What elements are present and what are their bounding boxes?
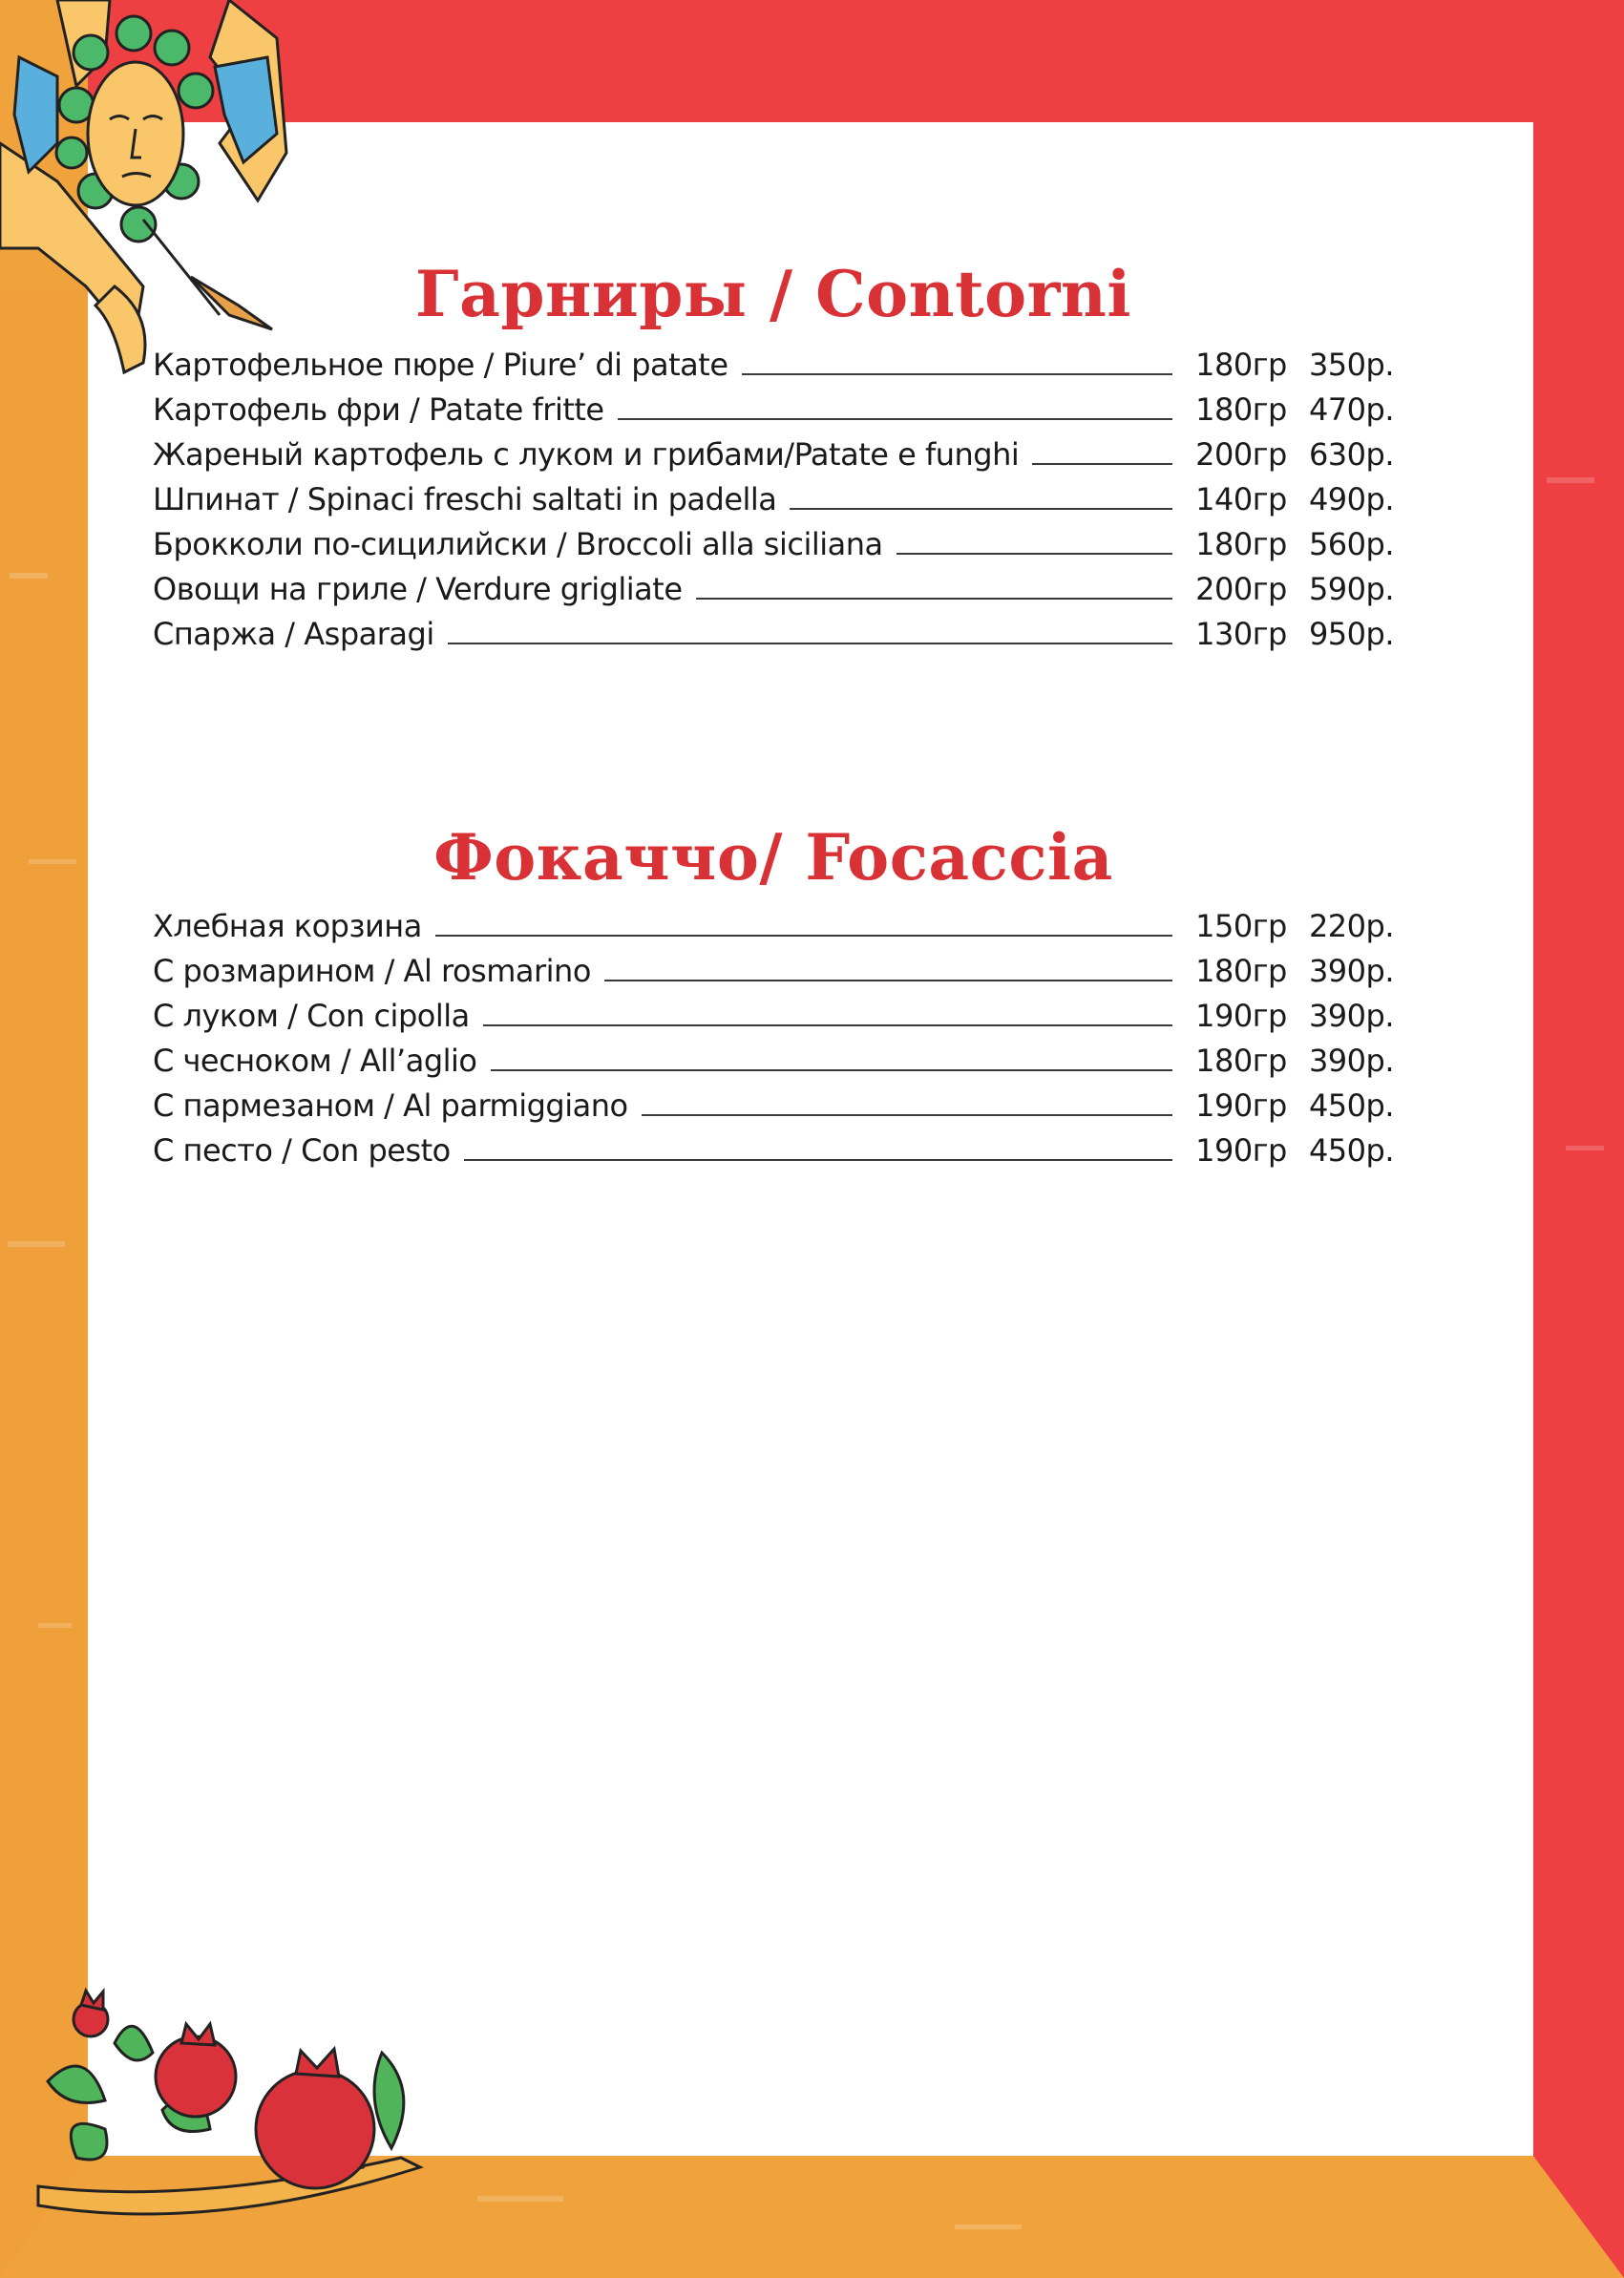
- item-price: 390р.: [1308, 1043, 1394, 1079]
- item-weight: 180гр: [1195, 347, 1287, 383]
- dotted-leader: [491, 1069, 1173, 1071]
- dotted-leader: [742, 373, 1173, 375]
- item-name: Картофельное пюре / Piure’ di patate: [153, 347, 728, 383]
- item-name: Овощи на гриле / Verdure grigliate: [153, 571, 683, 607]
- item-name: Спаржа / Asparagi: [153, 616, 434, 652]
- menu-section-focaccia: [153, 816, 1394, 1170]
- menu-item: [153, 384, 1394, 429]
- dotted-leader: [483, 1024, 1172, 1026]
- menu-item: [153, 474, 1394, 518]
- dotted-leader: [696, 598, 1172, 600]
- item-weight: 190гр: [1195, 1132, 1287, 1169]
- item-price: 560р.: [1308, 526, 1394, 562]
- menu-item-list: [153, 339, 1394, 653]
- section-title: Фокаччо/ Focaccia: [433, 820, 1113, 895]
- item-price: 630р.: [1308, 436, 1394, 473]
- dotted-leader: [604, 980, 1172, 981]
- menu-item: [153, 339, 1394, 384]
- item-price: 590р.: [1308, 571, 1394, 607]
- item-weight: 190гр: [1195, 1087, 1287, 1124]
- item-weight: 130гр: [1195, 616, 1287, 652]
- dotted-leader: [448, 643, 1172, 644]
- dotted-leader: [618, 418, 1172, 420]
- menu-section-contorni: [153, 253, 1394, 653]
- item-weight: 190гр: [1195, 998, 1287, 1034]
- item-weight: 150гр: [1195, 908, 1287, 944]
- menu-item: [153, 518, 1394, 563]
- item-name: Хлебная корзина: [153, 908, 422, 944]
- dotted-leader: [1032, 463, 1172, 465]
- item-name: Брокколи по-сицилийски / Broccoli alla siciliana: [153, 526, 883, 562]
- item-price: 220р.: [1308, 908, 1394, 944]
- menu-item: [153, 945, 1394, 990]
- dotted-leader: [896, 553, 1172, 555]
- item-price: 390р.: [1308, 998, 1394, 1034]
- item-price: 450р.: [1308, 1087, 1394, 1124]
- item-name: С пармезаном / Al parmiggiano: [153, 1087, 628, 1124]
- menu-item: [153, 1080, 1394, 1125]
- item-weight: 180гр: [1195, 391, 1287, 428]
- item-name: Шпинат / Spinaci freschi saltati in padella: [153, 481, 777, 517]
- menu-item: [153, 429, 1394, 474]
- item-weight: 180гр: [1195, 1043, 1287, 1079]
- item-price: 490р.: [1308, 481, 1394, 517]
- item-name: Картофель фри / Patate fritte: [153, 391, 604, 428]
- item-name: С розмарином / Al rosmarino: [153, 953, 591, 989]
- section-title: Гарниры / Contorni: [415, 257, 1131, 331]
- item-price: 470р.: [1308, 391, 1394, 428]
- menu-item: [153, 990, 1394, 1035]
- item-price: 390р.: [1308, 953, 1394, 989]
- menu-item: [153, 563, 1394, 608]
- menu-item: [153, 1035, 1394, 1080]
- item-name: Жареный картофель с луком и грибами/Patate e funghi: [153, 436, 1020, 473]
- item-price: 450р.: [1308, 1132, 1394, 1169]
- dotted-leader: [642, 1114, 1172, 1116]
- item-name: С песто / Con pesto: [153, 1132, 451, 1169]
- item-price: 950р.: [1308, 616, 1394, 652]
- item-weight: 180гр: [1195, 526, 1287, 562]
- item-weight: 200гр: [1195, 436, 1287, 473]
- menu-item: [153, 608, 1394, 653]
- dotted-leader: [435, 935, 1172, 937]
- item-name: С луком / Con cipolla: [153, 998, 470, 1034]
- item-price: 350р.: [1308, 347, 1394, 383]
- menu-item: [153, 900, 1394, 945]
- dotted-leader: [464, 1159, 1172, 1161]
- pomegranate-illustration: [19, 1967, 468, 2244]
- item-weight: 200гр: [1195, 571, 1287, 607]
- item-name: С чесноком / All’aglio: [153, 1043, 477, 1079]
- item-weight: 140гр: [1195, 481, 1287, 517]
- menu-item-list: [153, 900, 1394, 1170]
- menu-item: [153, 1125, 1394, 1170]
- dotted-leader: [790, 508, 1172, 510]
- item-weight: 180гр: [1195, 953, 1287, 989]
